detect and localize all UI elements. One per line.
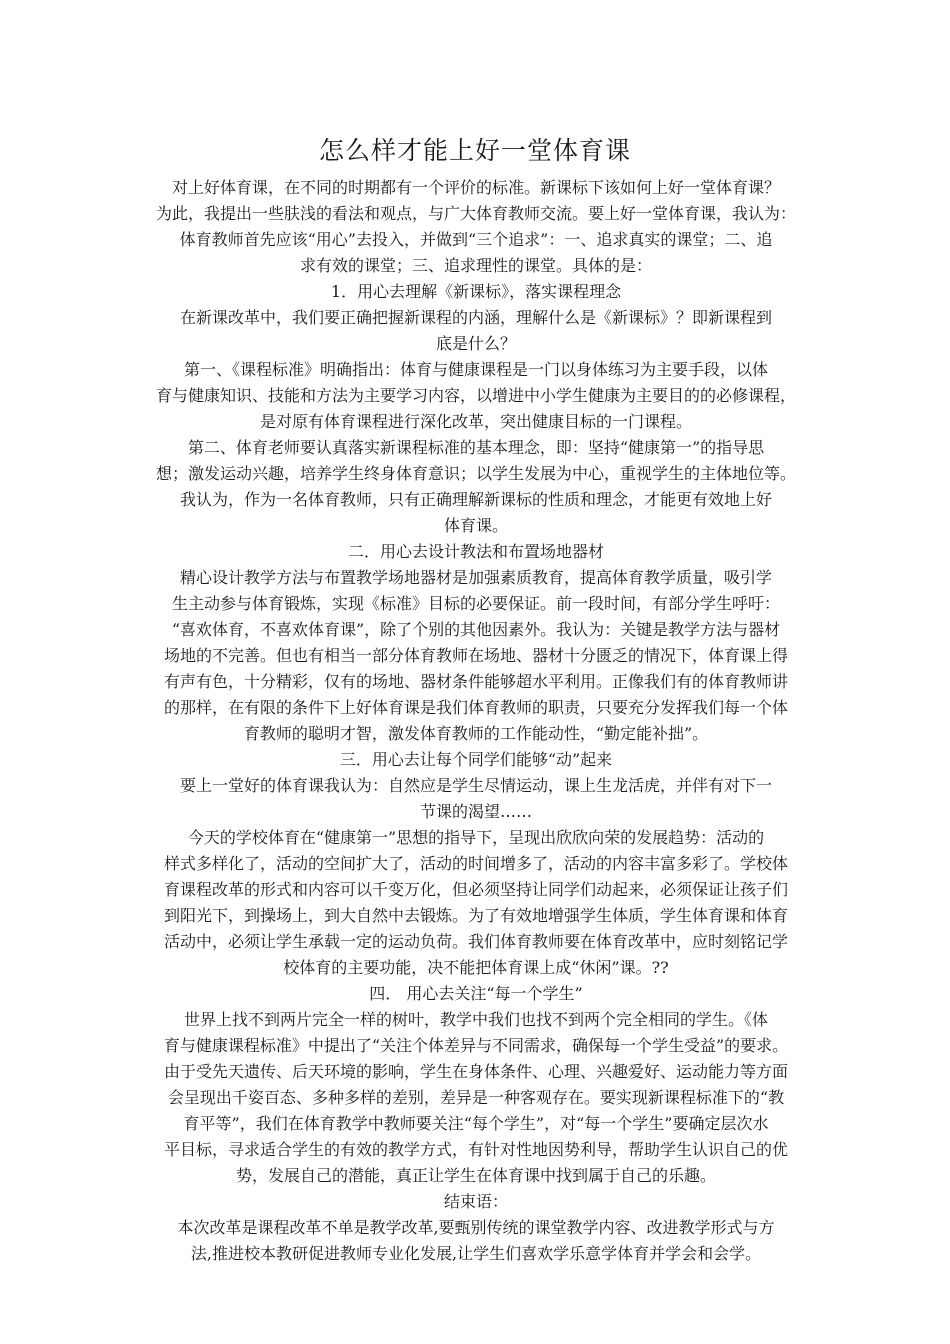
- document-title: 怎么样才能上好一堂体育课: [318, 136, 631, 165]
- text-line: 体育教师首先应该“用心”去投入，并做到“三个追求”：一、追求真实的课堂；二、追: [179, 230, 773, 249]
- text-line: 的那样，在有限的条件下上好体育课是我们体育教师的职责，只要充分发挥我们每一个体: [163, 698, 788, 717]
- text-line: 育课程改革的形式和内容可以千变万化，但必须坚持让同学们动起来，必须保证让孩子们: [163, 880, 788, 899]
- paragraph: [144, 305, 808, 357]
- paragraph: [144, 357, 808, 435]
- paragraph: [144, 1007, 808, 1189]
- text-line: 本次改革是课程改革不单是教学改革,要甄别传统的课堂教学内容、改进教学形式与方: [177, 1218, 775, 1237]
- paragraph: [144, 747, 808, 773]
- text-line: 想；激发运动兴趣，培养学生终身体育意识；以学生发展为中心，重视学生的主体地位等。: [155, 464, 796, 483]
- text-line: 四． 用心去关注“每一个学生”: [369, 984, 583, 1003]
- text-line: 今天的学校体育在“健康第一”思想的指导下，呈现出欣欣向荣的发展趋势：活动的: [187, 828, 765, 847]
- text-line: 育平等”，我们在体育教学中教师要关注“每个学生”，对“每一个学生”要确定层次水: [183, 1114, 769, 1133]
- paragraph: [144, 487, 808, 539]
- text-line: 势，发展自己的潜能，真正让学生在体育课中找到属于自己的乐趣。: [235, 1166, 716, 1185]
- paragraph: [144, 1189, 808, 1215]
- text-line: 节课的渴望……: [419, 802, 532, 821]
- paragraph: [144, 825, 808, 981]
- text-line: 场地的不完善。但也有相当一部分体育教师在场地、器材十分匮乏的情况下，体育课上得: [163, 646, 788, 665]
- text-line: 到阳光下，到操场上，到大自然中去锻炼。为了有效地增强学生体质，学生体育课和体育: [163, 906, 788, 925]
- text-line: 样式多样化了，活动的空间扩大了，活动的时间增多了，活动的内容丰富多彩了。学校体: [163, 854, 788, 873]
- text-line: 三．用心去让每个同学们能够“动”起来: [339, 750, 613, 769]
- paragraph: [144, 539, 808, 565]
- text-line: 校体育的主要功能，决不能把体育课上成“休闲”课。??: [283, 958, 669, 977]
- text-line: 育与健康知识、技能和方法为主要学习内容，以增进中小学生健康为主要目的的必修课程，: [155, 386, 796, 405]
- text-line: 结束语：: [443, 1192, 508, 1211]
- text-line: 体育课。: [443, 516, 508, 535]
- text-line: 会呈现出千姿百态、多种多样的差别，差异是一种客观存在。要实现新课程标准下的“教: [167, 1088, 785, 1107]
- paragraph: [144, 1215, 808, 1267]
- text-line: “喜欢体育，不喜欢体育课”，除了个别的其他因素外。我认为：关键是教学方法与器材: [171, 620, 781, 639]
- paragraph: [144, 175, 808, 279]
- text-line: 生主动参与体育锻炼，实现《标准》目标的必要保证。前一段时间，有部分学生呼吁：: [171, 594, 780, 613]
- text-line: 在新课改革中，我们要正确把握新课程的内涵，理解什么是《新课标》？即新课程到: [179, 308, 772, 327]
- document-body: [144, 175, 808, 1267]
- paragraph: [144, 565, 808, 747]
- text-line: 1．用心去理解《新课标》，落实课程理念: [330, 282, 622, 301]
- text-line: 平目标，寻求适合学生的有效的教学方式，有针对性地因势利导，帮助学生认识自己的优: [163, 1140, 788, 1159]
- text-line: 底是什么？: [435, 334, 516, 353]
- paragraph: [144, 773, 808, 825]
- text-line: 育与健康课程标准》中提出了“关注个体差异与不同需求，确保每一个学生受益”的要求。: [163, 1036, 789, 1055]
- text-line: 有声有色，十分精彩，仅有的场地、器材条件能够超水平利用。正像我们有的体育教师讲: [163, 672, 788, 691]
- text-line: 对上好体育课，在不同的时期都有一个评价的标准。新课标下该如何上好一堂体育课？: [171, 178, 780, 197]
- paragraph: [144, 435, 808, 487]
- text-line: 求有效的课堂；三、追求理性的课堂。具体的是：: [299, 256, 652, 275]
- text-line: 第二、体育老师要认真落实新课程标准的基本理念，即：坚持“健康第一”的指导思: [187, 438, 765, 457]
- text-line: 为此，我提出一些肤浅的看法和观点，与广大体育教师交流。要上好一堂体育课，我认为：: [155, 204, 796, 223]
- text-line: 要上一堂好的体育课我认为：自然应是学生尽情运动，课上生龙活虎，并伴有对下一: [179, 776, 772, 795]
- text-line: 活动中，必须让学生承载一定的运动负荷。我们体育教师要在体育改革中，应时刻铭记学: [163, 932, 788, 951]
- text-line: 法,推进校本教研促进教师专业化发展,让学生们喜欢学乐意学体育并学会和会学。: [190, 1244, 762, 1263]
- text-line: 是对原有体育课程进行深化改革，突出健康目标的一门课程。: [259, 412, 692, 431]
- paragraph: [144, 981, 808, 1007]
- text-line: 育教师的聪明才智，激发体育教师的工作能动性，“勤定能补拙”。: [243, 724, 709, 743]
- text-line: 由于受先天遗传、后天环境的影响，学生在身体条件、心理、兴趣爱好、运动能力等方面: [163, 1062, 788, 1081]
- text-line: 世界上找不到两片完全一样的树叶，教学中我们也找不到两个完全相同的学生。《体: [183, 1010, 768, 1029]
- text-line: 精心设计教学方法与布置教学场地器材是加强素质教育，提高体育教学质量，吸引学: [179, 568, 772, 587]
- paragraph: [144, 279, 808, 305]
- text-line: 第一、《课程标准》明确指出：体育与健康课程是一门以身体练习为主要手段，以体: [183, 360, 768, 379]
- text-line: 二．用心去设计教法和布置场地器材: [347, 542, 604, 561]
- text-line: 我认为，作为一名体育教师，只有正确理解新课标的性质和理念，才能更有效地上好: [179, 490, 772, 509]
